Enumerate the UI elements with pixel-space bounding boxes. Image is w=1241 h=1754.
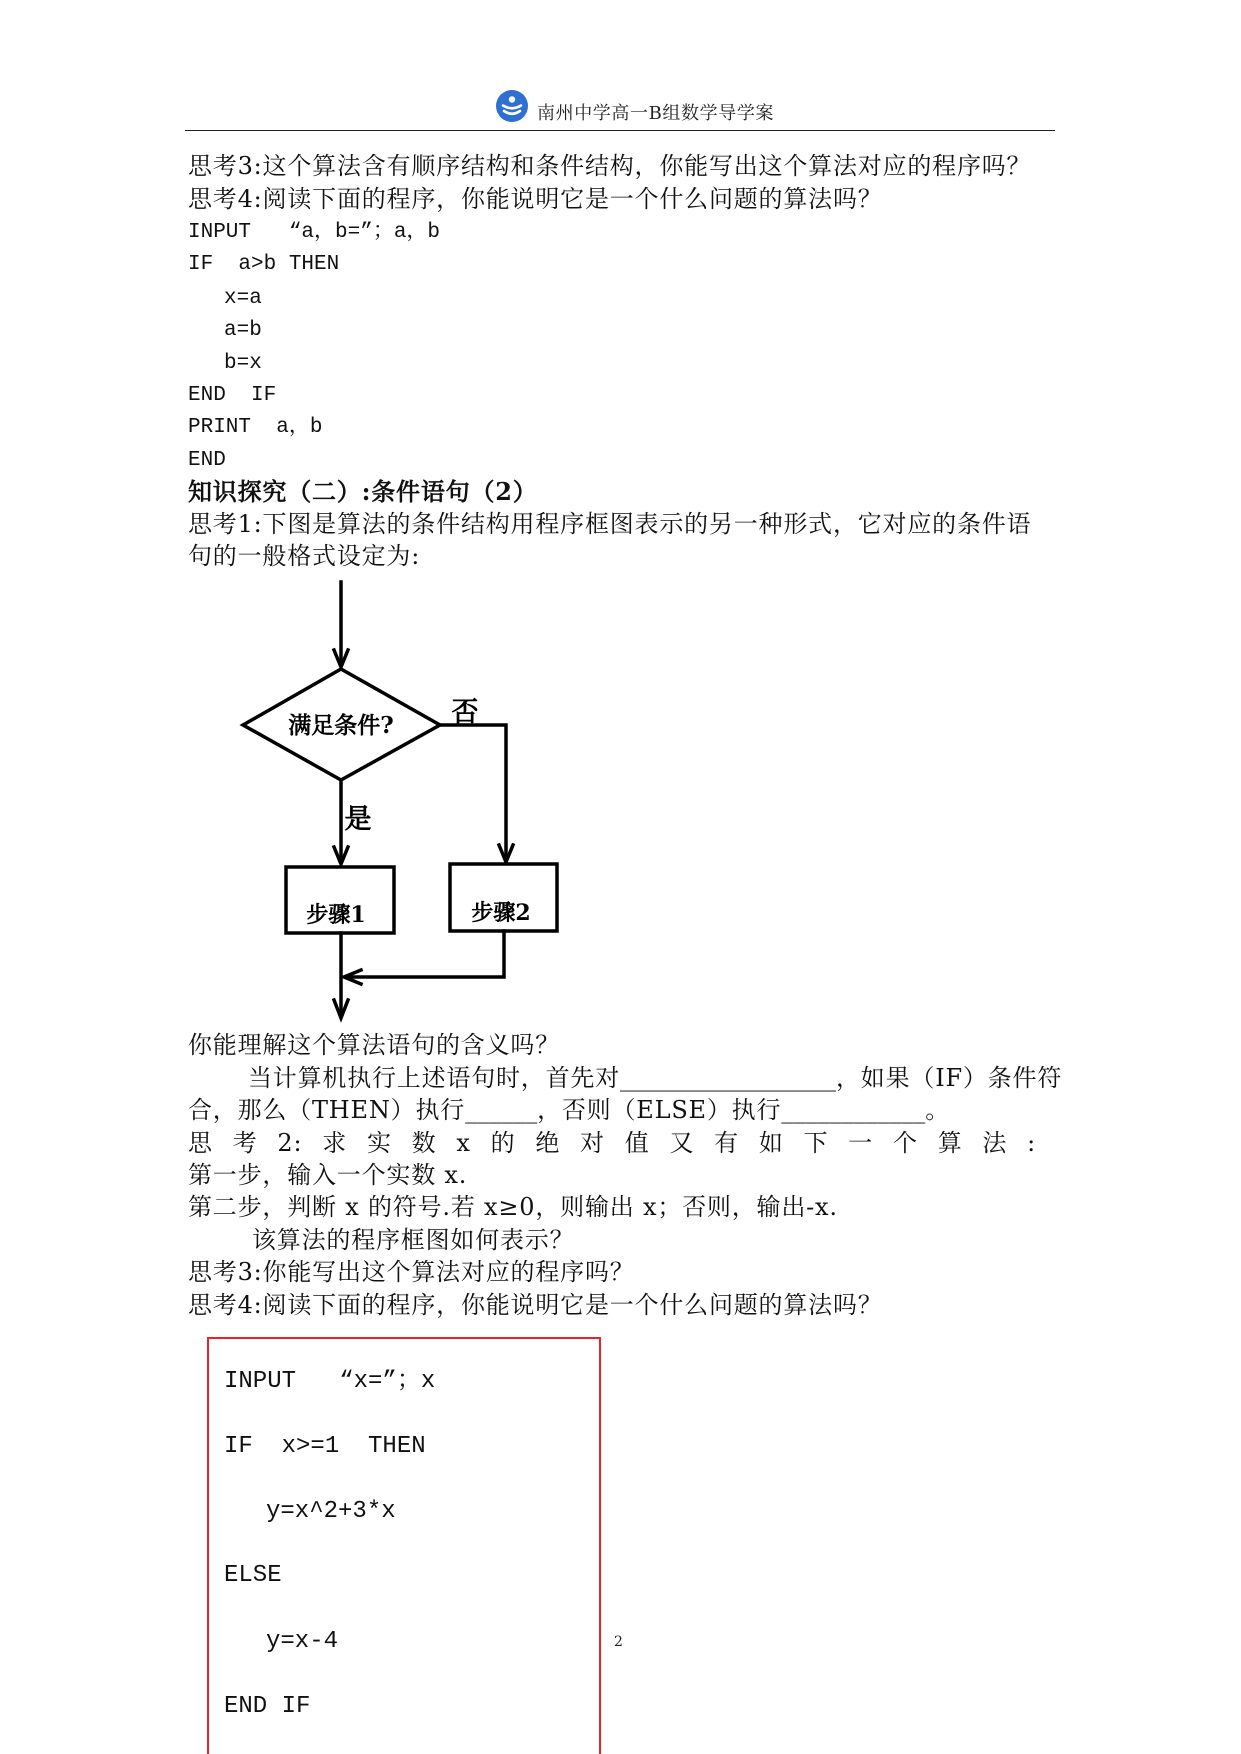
program-line: y=x^2+3*x bbox=[266, 1498, 396, 1525]
explain-text: ，如果（IF）条件符 bbox=[836, 1064, 1063, 1092]
question-think4: 思考4:阅读下面的程序，你能说明它是一个什么问题的算法吗？ bbox=[188, 185, 883, 213]
explain-text: 合，那么（THEN）执行 bbox=[188, 1096, 466, 1124]
section-heading: 知识探究（二）:条件语句（2） bbox=[188, 477, 538, 506]
fill-blank-1: __________________ bbox=[620, 1064, 836, 1092]
question-think1-line1: 思考1:下图是算法的条件结构用程序框图表示的另一种形式，它对应的条件语 bbox=[188, 510, 1032, 538]
logo-circle bbox=[496, 90, 528, 122]
school-logo-icon bbox=[495, 89, 529, 123]
no-label: 否 bbox=[451, 697, 479, 728]
algorithm-step2: 第二步，判断 x 的符号.若 x≥0，则输出 x；否则，输出-x. bbox=[188, 1193, 838, 1221]
explain-text: 当计算机执行上述语句时，首先对 bbox=[248, 1064, 620, 1092]
program-line: PRINT a，b bbox=[188, 416, 323, 439]
step2-label: 步骤2 bbox=[471, 900, 531, 926]
program-line: b=x bbox=[224, 352, 262, 375]
flowchart-question: 该算法的程序框图如何表示？ bbox=[252, 1226, 575, 1254]
fill-blank-2: ______ bbox=[465, 1096, 538, 1124]
program-line: INPUT “a，b=”；a，b bbox=[188, 221, 441, 244]
condition-label: 满足条件? bbox=[288, 712, 394, 739]
question-think4-b: 思考4:阅读下面的程序，你能说明它是一个什么问题的算法吗？ bbox=[188, 1291, 883, 1319]
explain-text: 。 bbox=[925, 1096, 951, 1124]
header-rule bbox=[185, 130, 1055, 131]
program-box bbox=[207, 1337, 601, 1754]
program-line: IF x>=1 THEN bbox=[224, 1433, 426, 1460]
header-title: 南州中学高一B组数学导学案 bbox=[537, 103, 775, 124]
program-line: IF a>b THEN bbox=[188, 253, 340, 276]
fill-blank-3: ____________ bbox=[781, 1096, 926, 1124]
program-line: END bbox=[188, 449, 226, 472]
yes-label: 是 bbox=[344, 804, 372, 835]
program-line: INPUT “x=”；x bbox=[224, 1368, 436, 1395]
logo-head bbox=[509, 96, 515, 102]
program-line: x=a bbox=[224, 287, 262, 310]
page-number: 2 bbox=[614, 1634, 623, 1650]
question-meaning: 你能理解这个算法语句的含义吗？ bbox=[188, 1031, 560, 1059]
explain-line2 bbox=[188, 1094, 950, 1127]
program-line: END IF bbox=[224, 1693, 311, 1720]
explain-line1 bbox=[248, 1062, 1062, 1095]
step1-label: 步骤1 bbox=[306, 902, 366, 928]
program-line: ELSE bbox=[224, 1562, 282, 1589]
question-think1-line2: 句的一般格式设定为: bbox=[188, 542, 421, 570]
algorithm-step1: 第一步，输入一个实数 x. bbox=[188, 1161, 468, 1189]
question-think2: 思考2:求实数x的绝对值又有如下一个算法: bbox=[188, 1129, 1036, 1157]
no-branch-line bbox=[440, 725, 506, 859]
merge-line bbox=[347, 931, 504, 977]
program-line: END IF bbox=[188, 384, 277, 407]
question-think3: 思考3:这个算法含有顺序结构和条件结构，你能写出这个算法对应的程序吗？ bbox=[188, 152, 1032, 180]
question-think3-b: 思考3:你能写出这个算法对应的程序吗？ bbox=[188, 1258, 635, 1286]
program-line: y=x-4 bbox=[266, 1628, 339, 1655]
program-line: a=b bbox=[224, 319, 262, 342]
explain-text: ，否则（ELSE）执行 bbox=[537, 1096, 782, 1124]
condition-flowchart bbox=[230, 575, 570, 1025]
